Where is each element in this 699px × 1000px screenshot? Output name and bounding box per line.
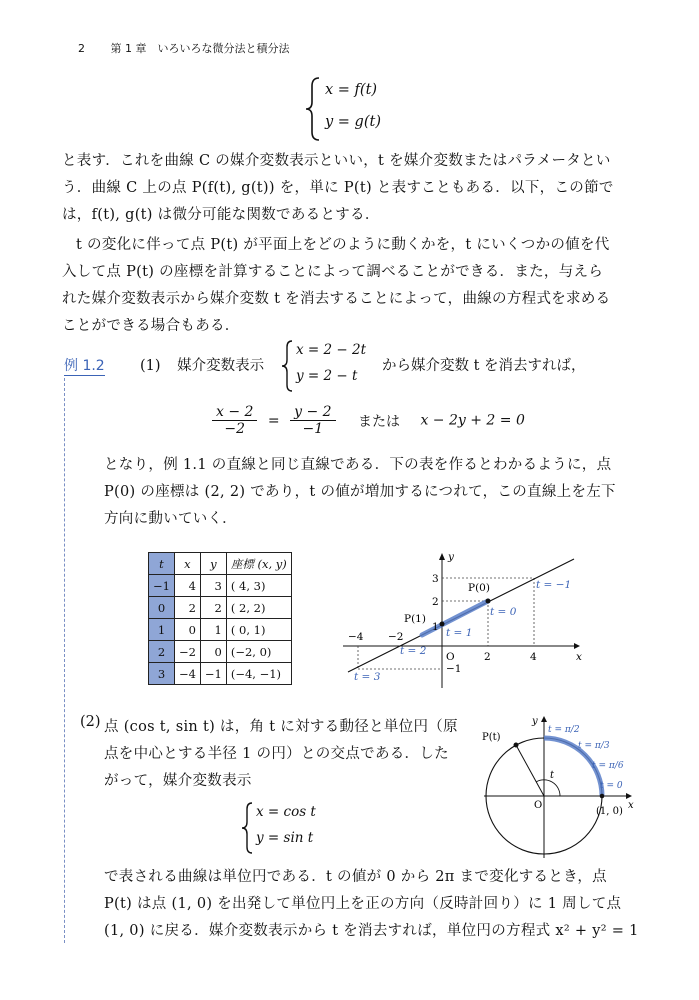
point-start (600, 794, 605, 799)
example-label: 例 1.2 (64, 355, 105, 376)
y-axis-label: y (532, 716, 538, 727)
t-label: t = 3 (354, 671, 381, 683)
page-number: 2 (78, 42, 85, 55)
x-axis-arrow-icon (626, 793, 632, 799)
unit-circle-graph (478, 712, 638, 860)
angle-label: t (550, 770, 555, 781)
point-p (514, 743, 519, 748)
table-row: 3 −4 −1 (−4, −1) (149, 663, 292, 685)
part1-sys-line-1: x = 2 − 2t (296, 342, 367, 358)
paragraph-2 (62, 232, 637, 340)
part1-number: (1) (140, 358, 161, 374)
part1-system (280, 338, 370, 394)
part1-sys-line-2: y = 2 − t (296, 368, 358, 384)
param-line-2: y = g(t) (325, 114, 381, 130)
part2-text2 (104, 864, 644, 945)
line-equation: x − 2y + 2 = 0 (420, 412, 525, 429)
text-line: 方向に動いていく． (104, 511, 237, 527)
brace-icon (280, 338, 294, 394)
part2-sys-line-2: y = sin t (256, 830, 314, 846)
running-header (78, 40, 290, 56)
chapter-title: 第 1 章 いろいろな微分法と積分法 (110, 42, 290, 55)
part2-number: (2) (80, 714, 101, 730)
part2-text1 (104, 714, 464, 795)
tick-label: −2 (388, 631, 404, 643)
line-graph (338, 548, 588, 688)
origin-label: O (446, 651, 455, 663)
part2-system (240, 800, 360, 856)
text-line: 入して点 P(t) の座標を計算することによって調べることができる．また，与えら (62, 264, 604, 280)
tick-label: 2 (484, 651, 491, 663)
y-axis-label: y (448, 551, 454, 563)
text-line: P(0) の座標は (2, 2) であり，t の値が増加するにつれて，この直線上を左下 (104, 484, 616, 500)
part1-lead (140, 354, 264, 375)
t-label: t = π/2 (548, 725, 580, 735)
text-line: ことができる場合もある． (62, 318, 240, 334)
radius-line (516, 745, 544, 796)
text-line: P(t) は点 (1, 0) を出発して単位円上を正の方向（反時計回り）に 1 周して点 (104, 896, 622, 912)
text-line: れた媒介変数表示から媒介変数 t を消去することによって，曲線の方程式を求める (62, 291, 611, 307)
t-label: t = 0 (600, 781, 623, 791)
point-label: P(0) (468, 582, 490, 594)
y-axis-arrow-icon (541, 716, 547, 722)
tick-label: −4 (348, 631, 364, 643)
text-line: 点を中心とする半径 1 の円）との交点である．した (104, 746, 449, 762)
table-header-row: t x y 座標 (x, y) (149, 553, 292, 575)
part1-tail: から媒介変数 t を消去すれば， (382, 358, 586, 374)
t-label: t = 0 (490, 606, 517, 618)
text-line: となり，例 1.1 の直線と同じ直線である．下の表を作るとわかるように，点 (104, 457, 612, 473)
tick-label: 3 (432, 573, 439, 585)
fraction-1: $\frac{x - 2}{-2}$ (212, 404, 257, 437)
t-label: t = π/6 (592, 761, 624, 771)
t-label: t = π/3 (578, 741, 610, 751)
elimination-equation: $\frac{x - 2}{-2}$ = $\frac{y - 2}{-1}$ または x − 2y + 2 = 0 (212, 404, 525, 437)
table-row: 0 2 2 ( 2, 2) (149, 597, 292, 619)
origin-label: O (534, 800, 543, 811)
tick-label: 1 (432, 621, 439, 633)
text-line: う．曲線 C 上の点 P(f(t), g(t)) を，単に P(t) と表すこともある．以下，この節で (62, 180, 614, 196)
part1-text (104, 452, 644, 533)
x-axis-arrow-icon (574, 643, 580, 649)
table-row: 2 −2 0 (−2, 0) (149, 641, 292, 663)
part1-lead-text: 媒介変数表示 (177, 358, 265, 374)
parameter-table (148, 552, 292, 685)
or-text: または (357, 413, 400, 430)
table-row: 1 0 1 ( 0, 1) (149, 619, 292, 641)
x-axis-label: x (628, 800, 634, 811)
t-label: t = 1 (446, 627, 473, 639)
t-label: t = −1 (536, 579, 572, 591)
x-axis-label: x (576, 651, 582, 663)
tick-label: 4 (530, 651, 537, 663)
part2-sys-line-1: x = cos t (256, 804, 316, 820)
table-row: −1 4 3 ( 4, 3) (149, 575, 292, 597)
fraction-2: $\frac{y - 2}{-1}$ (290, 404, 335, 437)
paragraph-1 (62, 148, 637, 229)
text-line: t の変化に伴って点 P(t) が平面上をどのように動くかを，t にいくつかの値を代 (76, 237, 610, 253)
text-line: がって，媒介変数表示 (104, 773, 252, 789)
text-line: (1, 0) に戻る．媒介変数表示から t を消去すれば，単位円の方程式 x² + y² = 1 (104, 923, 639, 939)
brace-icon (303, 74, 323, 144)
example-rule (64, 378, 66, 943)
start-label: (1, 0) (596, 806, 623, 817)
y-axis-arrow-icon (439, 553, 445, 560)
tick-label: −1 (446, 663, 462, 675)
text-line: 点 (cos t, sin t) は，角 t に対する動径と単位円（原 (104, 719, 458, 735)
point-label: P(t) (482, 732, 501, 743)
point-p0 (486, 599, 491, 604)
param-line-1: x = f(t) (325, 82, 378, 98)
point-label: P(1) (404, 613, 426, 625)
tick-label: 2 (432, 596, 439, 608)
point-p1 (440, 622, 445, 627)
text-line: は，f(t), g(t) は微分可能な関数であるとする． (62, 207, 380, 223)
t-label: t = 2 (400, 645, 427, 657)
brace-icon (240, 800, 254, 856)
text-line: で表される曲線は単位円である．t の値が 0 から 2π まで変化するとき，点 (104, 869, 607, 885)
text-line: と表す．これを曲線 C の媒介変数表示といい，t を媒介変数またはパラメータとい (62, 153, 611, 169)
